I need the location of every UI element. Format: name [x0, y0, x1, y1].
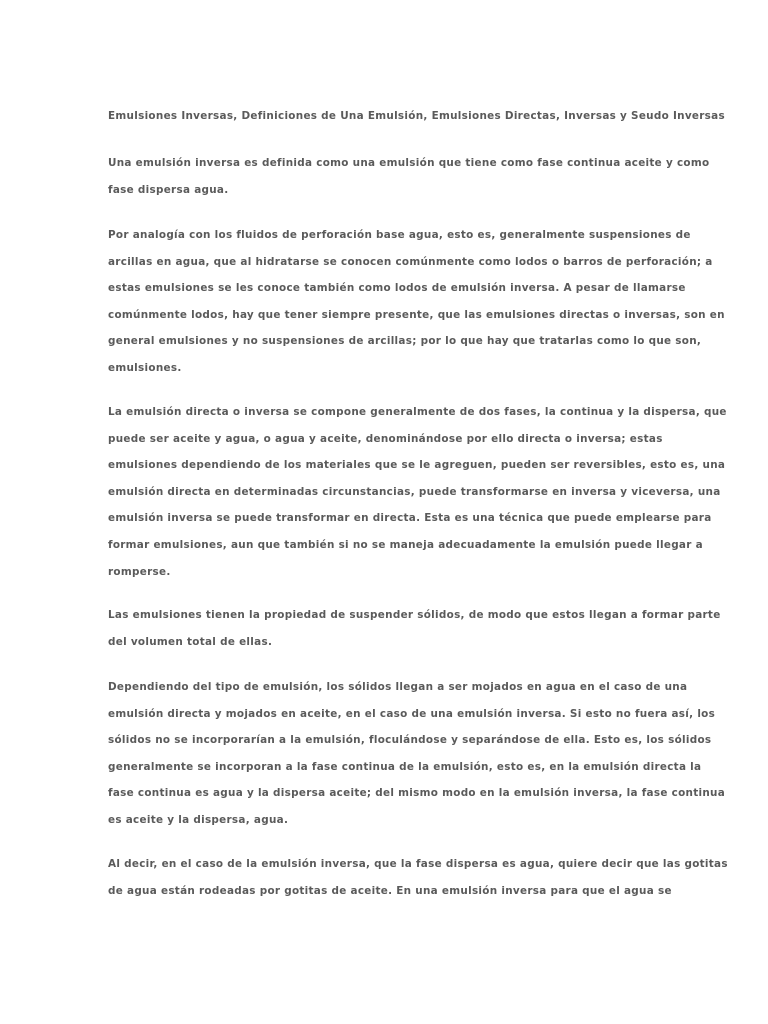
- paragraph-line: La emulsión directa o inversa se compone generalmente de dos fases, la continua y la dispersa, que: [108, 406, 727, 418]
- paragraph-line: Las emulsiones tienen la propiedad de suspender sólidos, de modo que estos llegan a formar parte: [108, 609, 721, 621]
- paragraph-line: Al decir, en el caso de la emulsión inversa, que la fase dispersa es agua, quiere decir que las gotitas: [108, 858, 728, 870]
- paragraph-5: [108, 680, 726, 840]
- paragraph-line: general emulsiones y no suspensiones de arcillas; por lo que hay que tratarlas como lo que son,: [108, 335, 702, 348]
- paragraph-line: Dependiendo del tipo de emulsión, los sólidos llegan a ser mojados en agua en el caso de una: [108, 681, 688, 693]
- paragraph-line: emulsión directa en determinadas circunstancias, puede transformarse en inversa y viceversa, una: [108, 485, 721, 498]
- document-title: Emulsiones Inversas, Definiciones de Una Emulsión, Emulsiones Directas, Inversas y Seudo Inversas: [108, 110, 725, 122]
- paragraph-line: emulsiones dependiendo de los materiales que se le agreguen, pueden ser reversibles, esto es, una: [108, 459, 726, 472]
- paragraph-line: sólidos no se incorporarían a la emulsión, floculándose y separándose de ella. Esto es, los sólidos: [108, 734, 712, 747]
- paragraph-line: Por analogía con los fluidos de perforación base agua, esto es, generalmente suspensiones de: [108, 229, 691, 241]
- paragraph-line: de agua están rodeadas por gotitas de aceite. En una emulsión inversa para que el agua se: [108, 884, 672, 897]
- paragraph-line: puede ser aceite y agua, o agua y aceite, denominándose por ello directa o inversa; estas: [108, 432, 663, 445]
- paragraph-line: fase dispersa agua.: [108, 183, 229, 196]
- paragraph-line: del volumen total de ellas.: [108, 635, 273, 648]
- paragraph-2: [108, 228, 725, 388]
- paragraph-line: emulsión inversa se puede transformar en directa. Esta es una técnica que puede emplearse para: [108, 512, 712, 525]
- paragraph-line: fase continua es agua y la dispersa aceite; del mismo modo en la emulsión inversa, la fase continua: [108, 787, 726, 800]
- paragraph-6: [108, 857, 728, 910]
- paragraph-line: Una emulsión inversa es definida como una emulsión que tiene como fase continua aceite y como: [108, 157, 710, 169]
- paragraph-1: [108, 156, 710, 209]
- paragraph-line: emulsiones.: [108, 361, 182, 374]
- paragraph-4: [108, 608, 721, 661]
- paragraph-line: comúnmente lodos, hay que tener siempre presente, que las emulsiones directas o inversas, son en: [108, 308, 725, 321]
- paragraph-line: generalmente se incorporan a la fase continua de la emulsión, esto es, en la emulsión directa la: [108, 760, 702, 773]
- paragraph-line: estas emulsiones se les conoce también como lodos de emulsión inversa. A pesar de llamarse: [108, 282, 686, 295]
- paragraph-line: formar emulsiones, aun que también si no se maneja adecuadamente la emulsión puede llegar a: [108, 538, 703, 551]
- paragraph-line: romperse.: [108, 565, 171, 578]
- paragraph-3: [108, 405, 727, 591]
- paragraph-line: arcillas en agua, que al hidratarse se conocen comúnmente como lodos o barros de perforación; a: [108, 255, 713, 268]
- paragraph-line: emulsión directa y mojados en aceite, en el caso de una emulsión inversa. Si esto no fuera así, los: [108, 707, 716, 720]
- paragraph-line: es aceite y la dispersa, agua.: [108, 813, 289, 826]
